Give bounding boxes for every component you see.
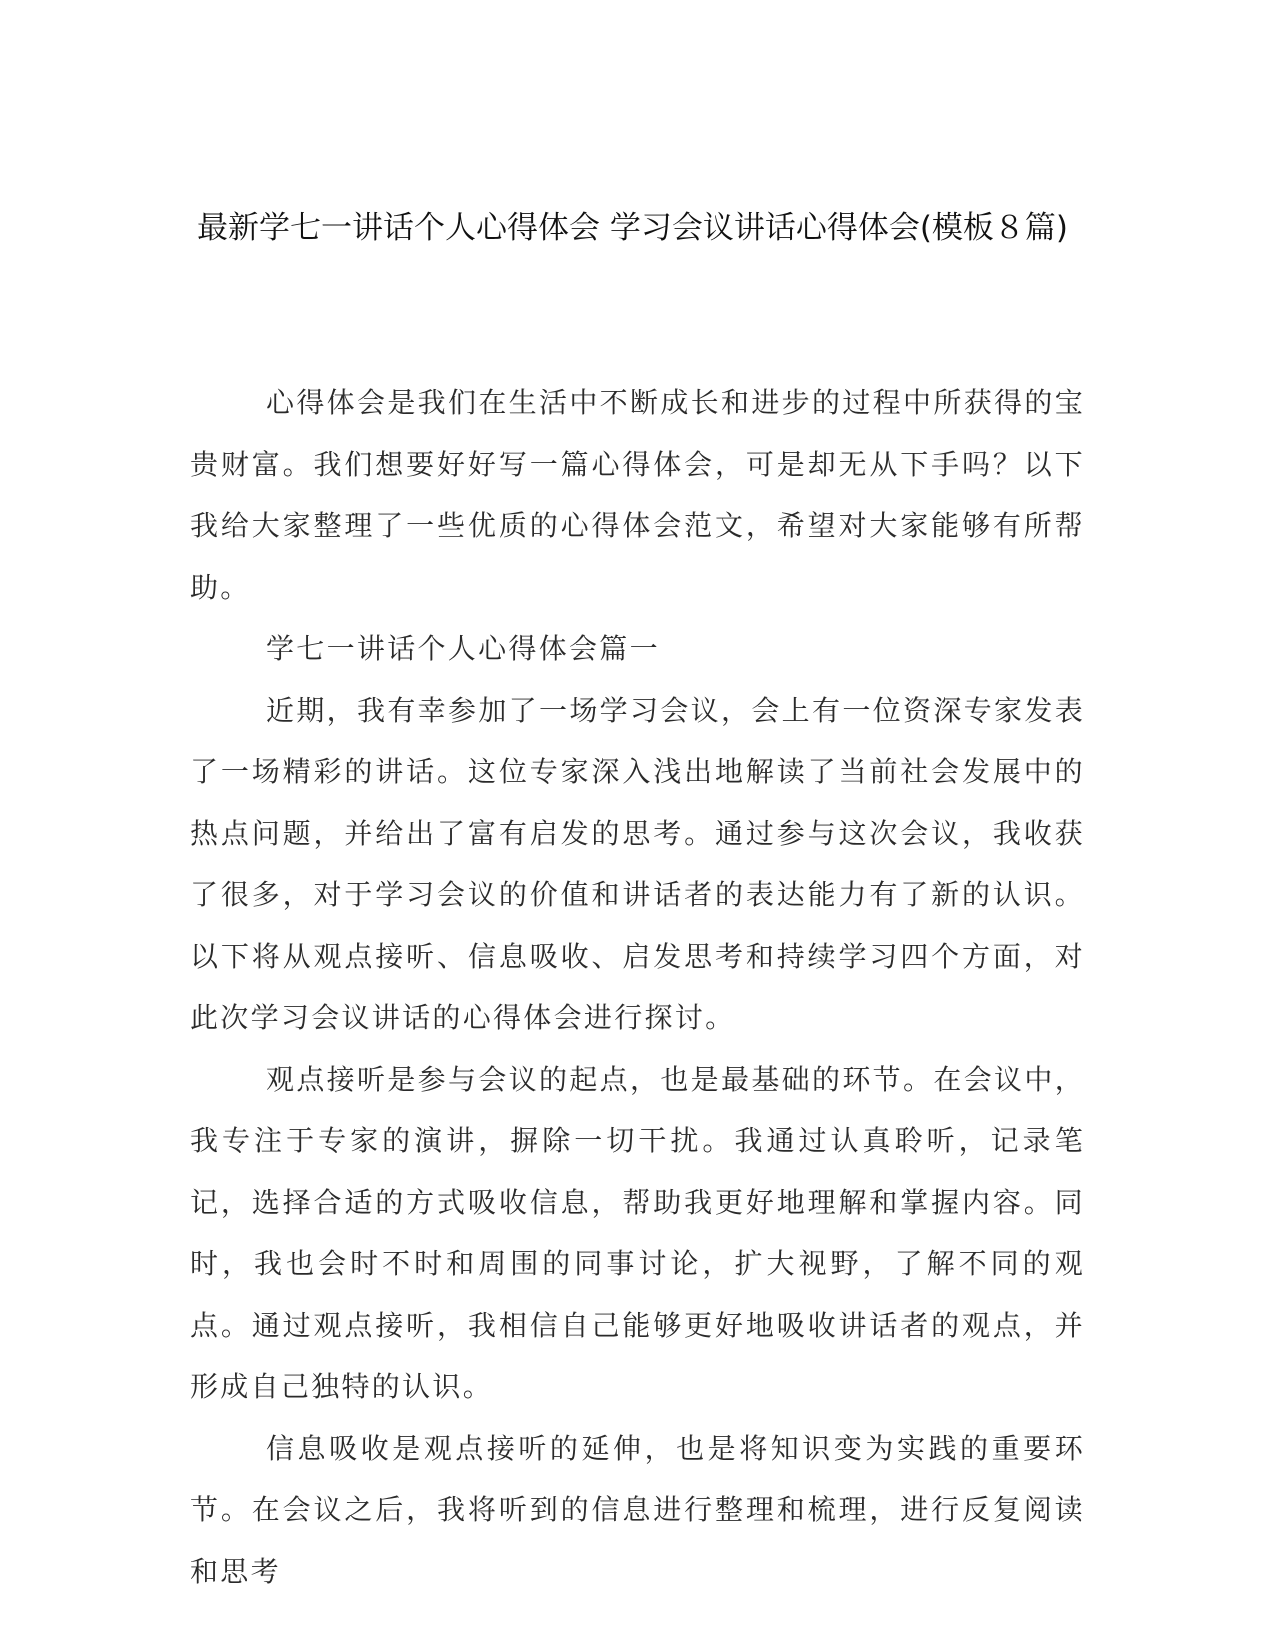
section-heading: 学七一讲话个人心得体会篇一 [266, 632, 660, 665]
document-body [190, 372, 1085, 1602]
document-title: 最新学七一讲话个人心得体会 学习会议讲话心得体会(模板８篇) [196, 210, 1069, 246]
paragraph-intro: 心得体会是我们在生活中不断成长和进步的过程中所获得的宝贵财富。我们想要好好写一篇心得体会，可是却无从下手吗？以下我给大家整理了一些优质的心得体会范文，希望对大家能够有所帮助。 [190, 386, 1085, 604]
paragraph: 近期，我有幸参加了一场学习会议，会上有一位资深专家发表了一场精彩的讲话。这位专家深入浅出地解读了当前社会发展中的热点问题，并给出了富有启发的思考。通过参与这次会议，我收获了很多，对于学习会议的价值和讲话者的表达能力有了新的认识。以下将从观点接听、信息吸收、启发思考和持续学习四个方面，对此次学习会议讲话的心得体会进行探讨。 [190, 693, 1085, 1034]
paragraph: 信息吸收是观点接听的延伸，也是将知识变为实践的重要环节。在会议之后，我将听到的信息进行整理和梳理，进行反复阅读和思考 [190, 1431, 1085, 1588]
paragraph: 观点接听是参与会议的起点，也是最基础的环节。在会议中，我专注于专家的演讲，摒除一切干扰。我通过认真聆听，记录笔记，选择合适的方式吸收信息，帮助我更好地理解和掌握内容。同时，我也会时不时和周围的同事讨论，扩大视野，了解不同的观点。通过观点接听，我相信自己能够更好地吸收讲话者的观点，并形成自己独特的认识。 [190, 1062, 1085, 1403]
